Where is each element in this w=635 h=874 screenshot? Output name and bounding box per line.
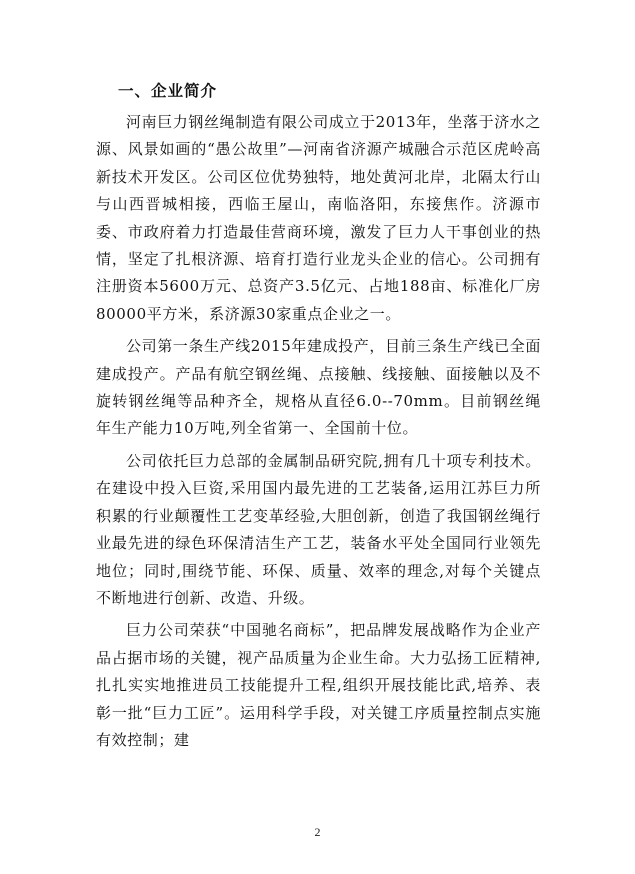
section-heading: 一、企业简介 <box>118 82 218 100</box>
paragraph-technology: 公司依托巨力总部的金属制品研究院,拥有几十项专利技术。在建设中投入巨资,采用国内最先进的工艺装备,运用江苏巨力所积累的行业颠覆性工艺变革经验,大胆创新，创造了我国钢丝绳行业最先进的绿色环保清洁生产工艺，装备水平处全国同行业领先地位；同时,围绕节能、环保、质量、效率的理念,对每个关键点不断地进行创新、改造、升级。 <box>96 451 541 607</box>
paragraph-production-lines: 公司第一条生产线2015年建成投产，目前三条生产线已全面建成投产。产品有航空钢丝绳、点接触、线接触、面接触以及不旋转钢丝绳等品种齐全，规格从直径6.0--70mm。目前钢丝绳年生产能力10万吨,列全省第一、全国前十位。 <box>96 337 541 438</box>
paragraph-company-overview: 河南巨力钢丝绳制造有限公司成立于2013年，坐落于济水之源、风景如画的“愚公故里”—河南省济源产城融合示范区虎岭高新技术开发区。公司区位优势独特，地处黄河北岸，北隔太行山与山西晋城相接，西临王屋山，南临洛阳，东接焦作。济源市委、市政府着力打造最佳营商环境，激发了巨力人干事创业的热情，坚定了扎根济源、培育打造行业龙头企业的信心。公司拥有注册资本5600万元、总资产3.5亿元、占地188亩、标准化厂房80000平方米，系济源30家重点企业之一。 <box>96 113 541 323</box>
page-number: 2 <box>314 825 321 839</box>
document-body <box>96 78 541 759</box>
paragraph-brand-quality: 巨力公司荣获“中国驰名商标”，把品牌发展战略作为企业产品占据市场的关键，视产品质量为企业生命。大力弘扬工匠精神,扎扎实实地推进员工技能提升工程,组织开展技能比武,培养、表彰一批“巨力工匠”。运用科学手段，对关键工序质量控制点实施有效控制；建 <box>96 621 541 749</box>
